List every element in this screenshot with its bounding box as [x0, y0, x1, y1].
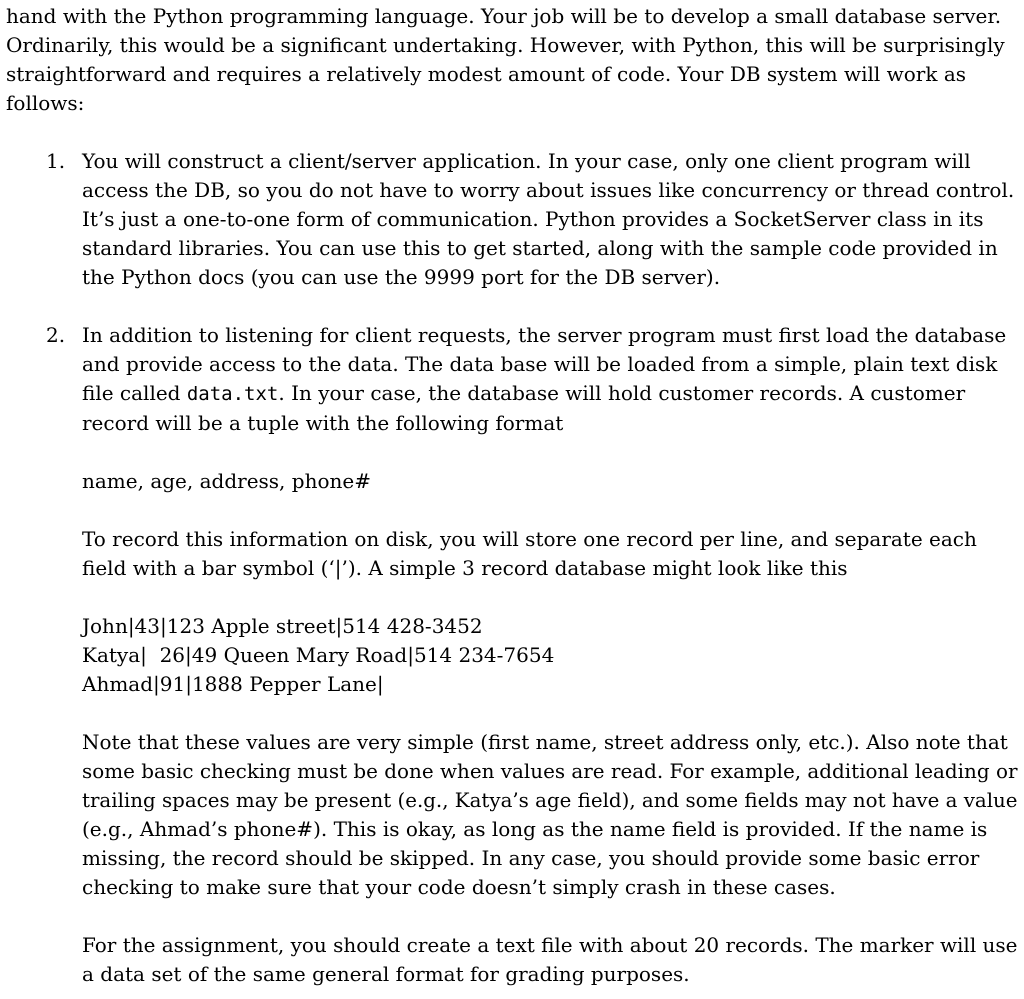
intro-line: follows:	[6, 91, 85, 115]
paragraph-line: checking to make sure that your code doesn’t simply crash in these cases.	[82, 875, 836, 899]
list-item-line: record will be a tuple with the following format	[82, 411, 564, 435]
paragraph-line: To record this information on disk, you will store one record per line, and separate each	[82, 527, 977, 551]
intro-line: hand with the Python programming language. Your job will be to develop a small database server.	[6, 4, 1002, 28]
record-format: name, age, address, phone#	[82, 469, 371, 493]
list-item-line	[82, 379, 965, 408]
paragraph-line: Note that these values are very simple (first name, street address only, etc.). Also note that	[82, 730, 1008, 754]
paragraph-line: trailing spaces may be present (e.g., Katya’s age field), and some fields may not have a value	[82, 788, 1018, 812]
list-item-line: It’s just a one-to-one form of communication. Python provides a SocketServer class in its	[82, 207, 984, 231]
sample-record: Katya| 26|49 Queen Mary Road|514 234-7654	[82, 643, 555, 667]
paragraph-line: For the assignment, you should create a text file with about 20 records. The marker will use	[82, 933, 1018, 957]
paragraph-line: (e.g., Ahmad’s phone#). This is okay, as long as the name field is provided. If the name is	[82, 817, 988, 841]
list-item-line: standard libraries. You can use this to get started, along with the sample code provided in	[82, 236, 998, 260]
list-item-line: In addition to listening for client requests, the server program must first load the database	[82, 323, 1007, 347]
list-item-line: access the DB, so you do not have to worry about issues like concurrency or thread control.	[82, 178, 1015, 202]
paragraph-line: missing, the record should be skipped. In any case, you should provide some basic error	[82, 846, 980, 870]
list-number: 2.	[46, 323, 66, 347]
sample-record: John|43|123 Apple street|514 428-3452	[82, 614, 483, 638]
paragraph-line: a data set of the same general format for grading purposes.	[82, 962, 690, 986]
sample-record: Ahmad|91|1888 Pepper Lane|	[82, 672, 384, 696]
list-item-line: You will construct a client/server application. In your case, only one client program will	[82, 149, 971, 173]
list-number: 1.	[46, 149, 66, 173]
text-run: . In your case, the database will hold customer records. A customer	[278, 381, 966, 405]
paragraph-line: field with a bar symbol (‘|’). A simple 3 record database might look like this	[82, 556, 848, 580]
list-item-line: and provide access to the data. The data base will be loaded from a simple, plain text disk	[82, 352, 998, 376]
text-run: file called	[82, 381, 187, 405]
intro-line: straightforward and requires a relatively modest amount of code. Your DB system will work as	[6, 62, 966, 86]
list-item-line: the Python docs (you can use the 9999 port for the DB server).	[82, 265, 721, 289]
paragraph-line: some basic checking must be done when values are read. For example, additional leading or	[82, 759, 1018, 783]
intro-line: Ordinarily, this would be a significant undertaking. However, with Python, this will be surprisingly	[6, 33, 1005, 57]
filename-code: data.txt	[186, 383, 279, 405]
